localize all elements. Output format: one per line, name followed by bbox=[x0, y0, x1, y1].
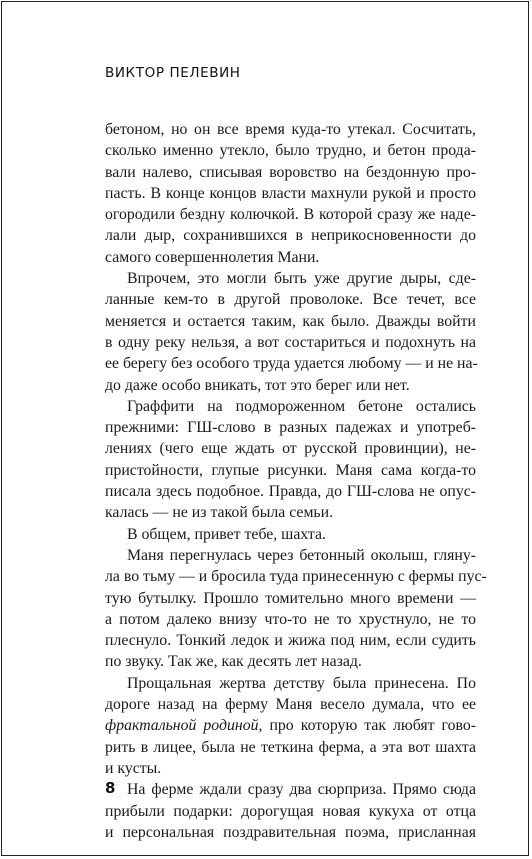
text-line: рить в лицее, была не теткина ферма, а эта вот шахта bbox=[105, 738, 476, 756]
body-text bbox=[105, 119, 487, 843]
text-line: по звуку. Так же, как десять лет назад. bbox=[105, 653, 362, 671]
text-line: плеснуло. Тонкий ледок и жижа под ним, если судить bbox=[105, 632, 476, 650]
text-line: бетоном, но он все время куда-то утекал. Сосчитать, bbox=[105, 121, 476, 138]
text-line: ее берегу без особого труда удается любому — и не на- bbox=[105, 355, 478, 373]
text-line: тую бутылку. Прошло томительно много времени — bbox=[105, 589, 476, 607]
text-line: Прощальная жертва детству была принесена. По bbox=[127, 674, 476, 692]
emphasis-text: фрактальной родиной bbox=[105, 717, 259, 735]
text-line: В общем, привет тебе, шахта. bbox=[127, 525, 326, 543]
text-line: и кусты. bbox=[105, 759, 162, 777]
text-line: писала здесь подобное. Правда, до ГШ-слова не опус- bbox=[105, 483, 476, 501]
text-fragment: , про которую так любят гово- bbox=[258, 717, 476, 735]
text-line: ла во тьму — и бросила туда принесенную с фермы пус- bbox=[105, 568, 487, 586]
text-line: Впрочем, это могли быть уже другие дыры, сде- bbox=[127, 270, 476, 288]
text-line: в одну реку нельзя, а вот состариться и подохнуть на bbox=[105, 333, 476, 351]
text-line: а потом далеко внизу что-то не то хрустнуло, не то bbox=[105, 610, 476, 628]
page-number: 8 bbox=[105, 779, 116, 797]
text-line: самого совершеннолетия Мани. bbox=[105, 248, 320, 266]
text-line: и персональная поздравительная поэма, присланная bbox=[105, 823, 476, 841]
text-line: лали дыр, сохранившихся в неприкосновенности до bbox=[105, 227, 476, 245]
text-line: прибыли подарки: дорогущая новая кукуха от отца bbox=[105, 802, 476, 820]
text-line: На ферме ждали сразу два сюрприза. Прямо сюда bbox=[127, 781, 476, 799]
text-line: Граффити на подмороженном бетоне остались bbox=[127, 397, 476, 415]
text-line: дороге назад на ферму Маня весело думала, что ее bbox=[105, 696, 476, 714]
text-line: до даже особо вникать, тот это берег или нет. bbox=[105, 376, 410, 394]
text-line: пристойности, глупые рисунки. Маня сама когда-то bbox=[105, 461, 476, 479]
text-line bbox=[105, 715, 476, 736]
text-line: ланные кем-то в другой проволоке. Все течет, все bbox=[105, 291, 476, 309]
text-line: лениях (чего еще ждать от русской провинции), не- bbox=[105, 440, 476, 458]
text-line: огородили бездну колючкой. В которой сразу же наде- bbox=[105, 206, 476, 224]
text-line: калась — не из такой была семьи. bbox=[105, 504, 334, 522]
text-line: прежними: ГШ-слово в разных падежах и употреб- bbox=[105, 419, 476, 437]
running-head: ВИКТОР ПЕЛЕВИН bbox=[105, 65, 241, 81]
text-line: меняется и остается таким, как было. Дважды войти bbox=[105, 312, 476, 330]
text-line: сколько именно утекло, было трудно, и бетон прода- bbox=[105, 142, 476, 160]
text-line: Маня перегнулась через бетонный околыш, гляну- bbox=[127, 546, 476, 564]
text-line: пасть. В конце концов власти махнули рукой и просто bbox=[105, 184, 476, 202]
text-line: вали налево, списывая воровство на бездонную про- bbox=[105, 163, 476, 181]
page bbox=[1, 1, 529, 856]
